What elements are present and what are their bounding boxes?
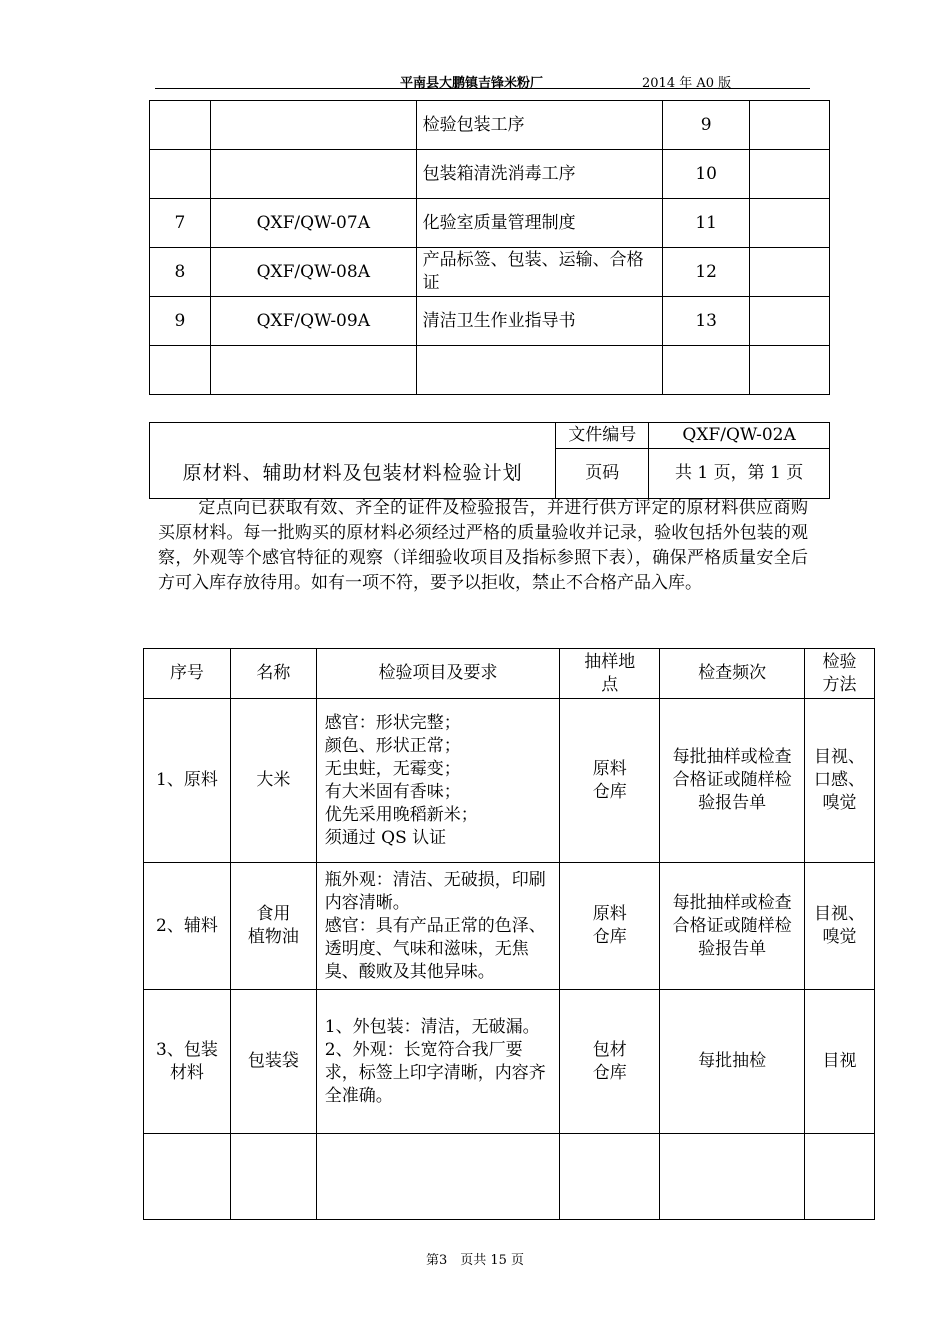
inspection-cell-name: 大米 <box>230 699 316 863</box>
inspection-cell-freq: 每批抽检 <box>660 990 805 1134</box>
doc-cell-no <box>150 150 211 199</box>
inspection-cell-location: 包材 仓库 <box>560 990 660 1134</box>
col-header-items: 检验项目及要求 <box>316 649 560 699</box>
doc-cell-page: 11 <box>663 199 750 248</box>
table-row <box>150 199 830 248</box>
inspection-table <box>143 648 875 1220</box>
table-row <box>150 297 830 346</box>
inspection-cell-freq: 每批抽样或检查合格证或随样检验报告单 <box>660 863 805 990</box>
file-no-label: 文件编号 <box>556 423 649 449</box>
doc-cell-name: 清洁卫生作业指导书 <box>416 297 663 346</box>
doc-cell-page: 10 <box>663 150 750 199</box>
doc-cell-code <box>210 101 416 150</box>
header-org: 平南县大鹏镇吉锋米粉厂 <box>400 76 544 91</box>
inspection-cell-method: 目视、口感、嗅觉 <box>805 699 875 863</box>
doc-cell-page: 9 <box>663 101 750 150</box>
doc-cell-note <box>750 101 830 150</box>
col-header-location: 抽样地点 <box>560 649 660 699</box>
inspection-cell-location: 原料 仓库 <box>560 699 660 863</box>
inspection-cell-name: 包装袋 <box>230 990 316 1134</box>
inspection-cell-name <box>230 1134 316 1220</box>
inspection-cell-method: 目视、嗅觉 <box>805 863 875 990</box>
doc-cell-page: 12 <box>663 248 750 297</box>
doc-cell-note <box>750 346 830 395</box>
doc-cell-name <box>416 346 663 395</box>
doc-cell-note <box>750 150 830 199</box>
intro-paragraph <box>158 496 808 596</box>
doc-cell-code: QXF/QW-08A <box>210 248 416 297</box>
doc-cell-name: 检验包装工序 <box>416 101 663 150</box>
inspection-cell-no: 3、包装材料 <box>144 990 231 1134</box>
page-value: 共 1 页，第 1 页 <box>649 449 830 499</box>
file-no-value: QXF/QW-02A <box>649 423 830 449</box>
col-header-freq: 检查频次 <box>660 649 805 699</box>
col-header-no: 序号 <box>144 649 231 699</box>
inspection-cell-no <box>144 1134 231 1220</box>
page-header <box>155 70 810 89</box>
doc-cell-code: QXF/QW-07A <box>210 199 416 248</box>
inspection-cell-items <box>316 1134 560 1220</box>
document-list-table <box>149 100 830 395</box>
inspection-cell-freq <box>660 1134 805 1220</box>
inspection-cell-items: 瓶外观：清洁、无破损，印刷内容清晰。 感官：具有产品正常的色泽、透明度、气味和滋味，无焦臭、酸败及其他异味。 <box>316 863 560 990</box>
doc-cell-code: QXF/QW-09A <box>210 297 416 346</box>
col-header-name: 名称 <box>230 649 316 699</box>
doc-cell-no: 8 <box>150 248 211 297</box>
plan-header-table <box>149 422 830 499</box>
inspection-cell-no: 2、辅料 <box>144 863 231 990</box>
table-row <box>150 101 830 150</box>
table-row <box>144 1134 875 1220</box>
inspection-cell-location: 原料 仓库 <box>560 863 660 990</box>
doc-cell-no <box>150 346 211 395</box>
doc-cell-no: 9 <box>150 297 211 346</box>
inspection-cell-method <box>805 1134 875 1220</box>
inspection-cell-location <box>560 1134 660 1220</box>
table-row <box>150 150 830 199</box>
intro-text: 定点向已获取有效、齐全的证件及检验报告，并进行供方评定的原材料供应商购买原材料。每一批购买的原材料必须经过严格的质量验收并记录，验收包括外包装的观察，外观等个感官特征的观察（详细验收项目及指标参照下表），确保严格质量安全后方可入库存放待用。如有一项不符，要予以拒收，禁止不合格产品入库。 <box>158 498 808 593</box>
header-version: 2014 年 A0 版 <box>642 76 732 91</box>
doc-cell-name: 产品标签、包装、运输、合格证 <box>416 248 663 297</box>
inspection-cell-freq: 每批抽样或检查合格证或随样检验报告单 <box>660 699 805 863</box>
inspection-cell-items: 感官：形状完整； 颜色、形状正常； 无虫蛀，无霉变； 有大米固有香味； 优先采用晚稻新米； 须通过 QS 认证 <box>316 699 560 863</box>
doc-cell-note <box>750 248 830 297</box>
inspection-cell-no: 1、原料 <box>144 699 231 863</box>
doc-cell-name: 包装箱清洗消毒工序 <box>416 150 663 199</box>
doc-cell-no: 7 <box>150 199 211 248</box>
plan-title: 原材料、辅助材料及包装材料检验计划 <box>150 449 556 499</box>
doc-cell-code <box>210 346 416 395</box>
doc-cell-page: 13 <box>663 297 750 346</box>
doc-cell-note <box>750 199 830 248</box>
table-row <box>144 863 875 990</box>
table-row <box>150 248 830 297</box>
doc-cell-page <box>663 346 750 395</box>
table-row <box>144 990 875 1134</box>
doc-cell-no <box>150 101 211 150</box>
page-label: 页码 <box>556 449 649 499</box>
table-row <box>144 699 875 863</box>
doc-cell-code <box>210 150 416 199</box>
inspection-cell-items: 1、外包装：清洁，无破漏。 2、外观：长宽符合我厂要求，标签上印字清晰，内容齐全准确。 <box>316 990 560 1134</box>
inspection-cell-method: 目视 <box>805 990 875 1134</box>
table-row <box>150 346 830 395</box>
page-footer: 第3 页共 15 页 <box>425 1253 525 1268</box>
doc-cell-note <box>750 297 830 346</box>
doc-cell-name: 化验室质量管理制度 <box>416 199 663 248</box>
inspection-cell-name: 食用 植物油 <box>230 863 316 990</box>
col-header-method: 检验方法 <box>805 649 875 699</box>
